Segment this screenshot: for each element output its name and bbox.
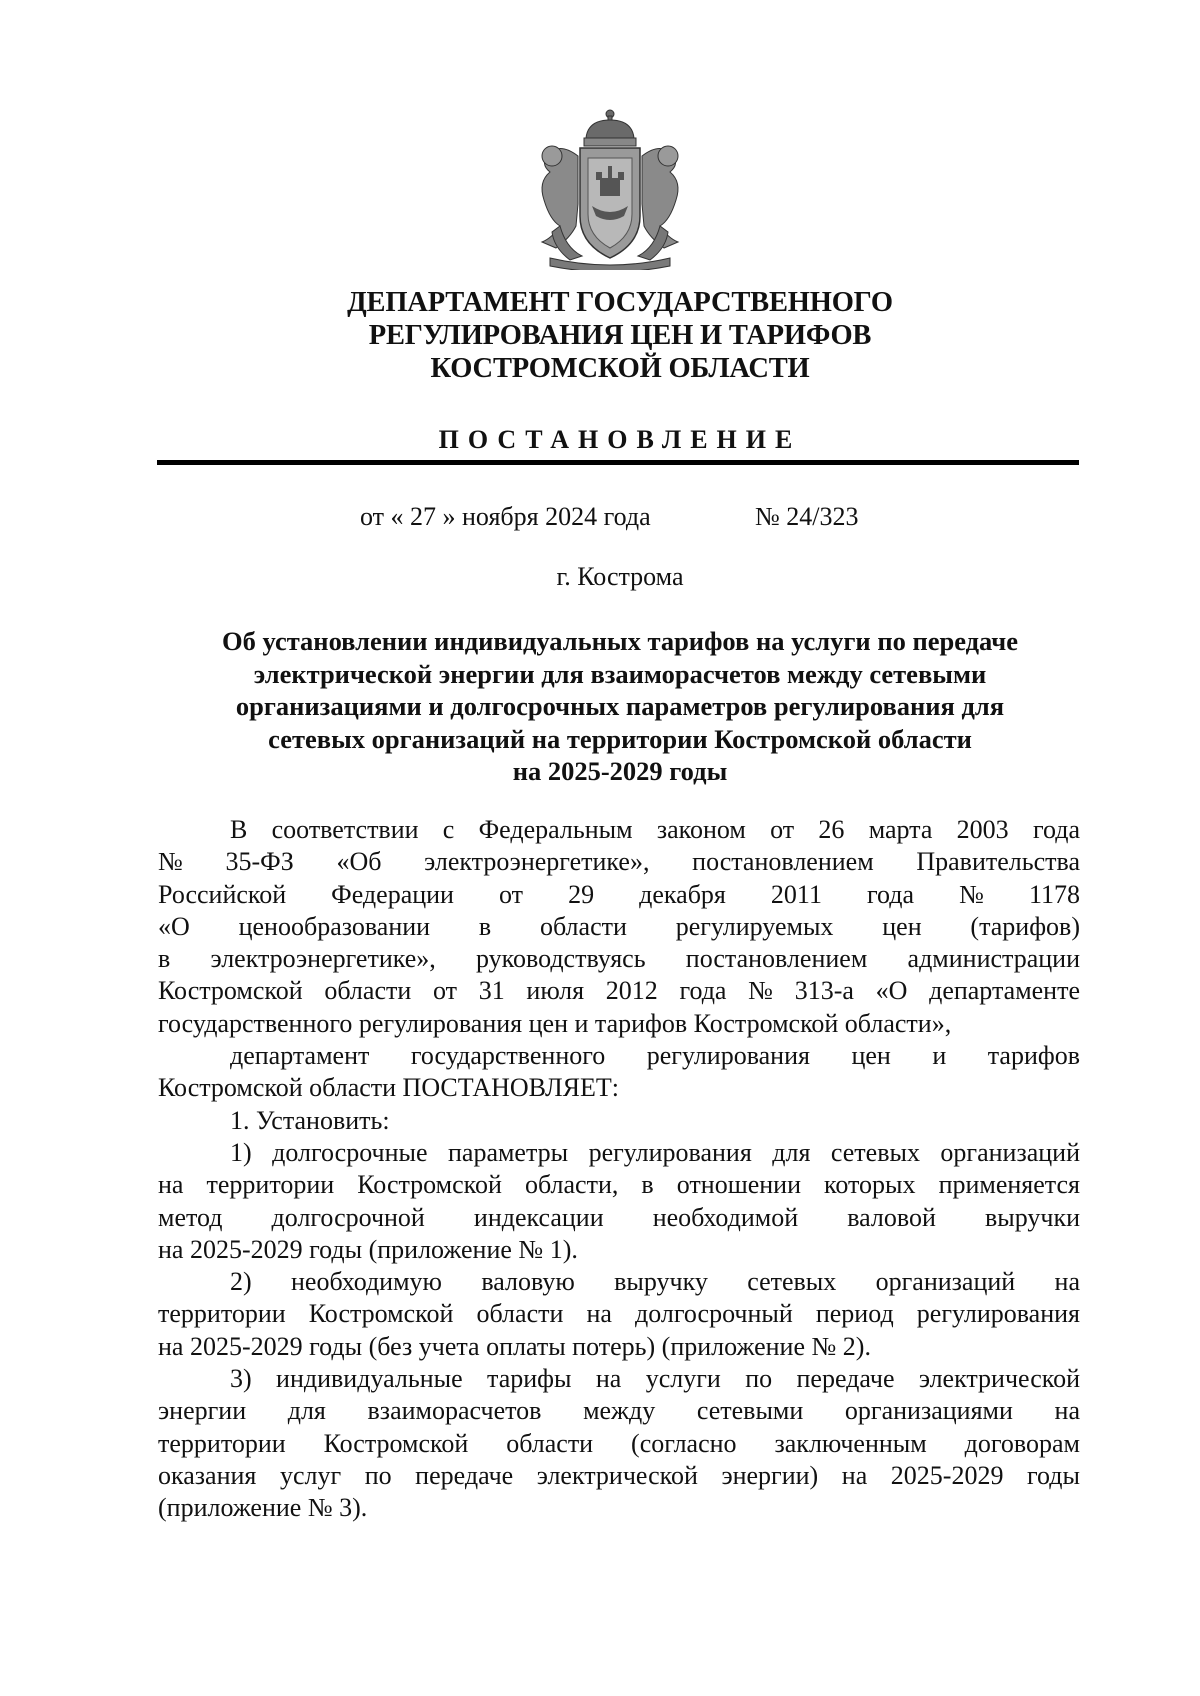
body-line: 1) долгосрочные параметры регулирования для сетевых организаций xyxy=(230,1137,1080,1167)
department-line: РЕГУЛИРОВАНИЯ ЦЕН И ТАРИФОВ xyxy=(368,320,872,351)
list-item-3 xyxy=(158,1363,1080,1524)
body-line: на территории Костромской области, в отношении которых применяется xyxy=(158,1170,1080,1200)
body-line: Российской Федерации от 29 декабря 2011 года № 1178 xyxy=(158,879,1080,909)
body-line: № 35-ФЗ «Об электроэнергетике», постановлением Правительства xyxy=(158,847,1080,877)
coat-of-arms-icon xyxy=(530,108,690,270)
body-line: Костромской области от 31 июля 2012 года № 313-а «О департаменте xyxy=(158,976,1080,1006)
header-divider xyxy=(157,460,1079,465)
body-line: метод долгосрочной индексации необходимой валовой выручки xyxy=(158,1202,1080,1232)
body-line: Костромской области ПОСТАНОВЛЯЕТ: xyxy=(158,1073,619,1103)
title-line: электрической энергии для взаиморасчетов между сетевыми xyxy=(253,658,987,689)
body-line: 1. Установить: xyxy=(230,1105,390,1135)
paragraph-preamble xyxy=(158,814,1080,1040)
list-item-2 xyxy=(158,1266,1080,1363)
department-name xyxy=(160,286,1080,385)
document-title xyxy=(160,625,1080,788)
document-city: г. Кострома xyxy=(556,562,684,591)
title-line: организациями и долгосрочных параметров регулирования для xyxy=(235,691,1005,721)
body-line: (приложение № 3). xyxy=(158,1493,368,1523)
body-line: в электроэнергетике», руководствуясь постановлением администрации xyxy=(158,944,1080,974)
body-line: оказания услуг по передаче электрической энергии) на 2025-2029 годы xyxy=(158,1460,1080,1490)
paragraph-resolves xyxy=(158,1040,1080,1105)
list-item-1 xyxy=(158,1137,1080,1266)
body-line: территории Костромской области (согласно заключенным договорам xyxy=(158,1428,1080,1458)
body-line: на 2025-2029 годы (приложение № 1). xyxy=(158,1234,578,1264)
title-line: сетевых организаций на территории Костромской области xyxy=(268,723,972,754)
body-line: 3) индивидуальные тарифы на услуги по передаче электрической xyxy=(230,1364,1080,1394)
body-line: территории Костромской области на долгосрочный период регулирования xyxy=(158,1299,1080,1329)
title-line: на 2025-2029 годы xyxy=(512,756,728,786)
body-line: энергии для взаиморасчетов между сетевыми организациями на xyxy=(158,1396,1080,1426)
body-line: 2) необходимую валовую выручку сетевых организаций на xyxy=(230,1267,1080,1297)
department-line: ДЕПАРТАМЕНТ ГОСУДАРСТВЕННОГО xyxy=(347,287,893,318)
document-type: ПОСТАНОВЛЕНИЕ xyxy=(438,425,802,454)
body-line: «О ценообразовании в области регулируемых цен (тарифов) xyxy=(158,911,1080,941)
body-line: департамент государственного регулирования цен и тарифов xyxy=(230,1041,1080,1071)
paragraph-establish xyxy=(158,1105,1080,1137)
document-date: от « 27 » ноября 2024 года xyxy=(360,502,651,531)
body-line: В соответствии с Федеральным законом от 26 марта 2003 года xyxy=(230,815,1080,844)
date-line xyxy=(360,502,859,532)
body-line: на 2025-2029 годы (без учета оплаты потерь) (приложение № 2). xyxy=(158,1331,871,1361)
document-body xyxy=(158,814,1080,1525)
document-number: № 24/323 xyxy=(755,502,859,531)
title-line: Об установлении индивидуальных тарифов на услуги по передаче xyxy=(222,626,1018,656)
body-line: государственного регулирования цен и тарифов Костромской области», xyxy=(158,1008,952,1038)
department-line: КОСТРОМСКОЙ ОБЛАСТИ xyxy=(430,353,810,384)
